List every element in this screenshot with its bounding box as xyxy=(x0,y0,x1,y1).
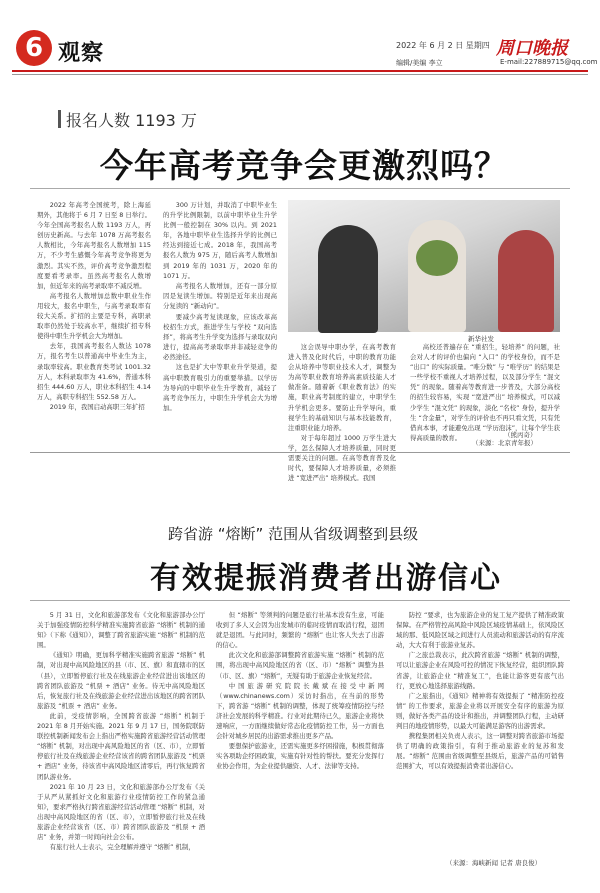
paragraph: 高考报名人数增加，还有一部分原因是复读生增加。特别是近年来出现高分复读的 “新动向”。 xyxy=(163,281,277,310)
article2-rule xyxy=(30,600,570,601)
photo-figure-center xyxy=(408,220,466,332)
paragraph: 广之旅总裁表示，此次跨省旅游 “熔断” 机制的调整，可以让旅游企业在风险可控的情况下恢复经营，组织团队跨省游，让旅游企业 “精准复工”，也能让游客更有底气出行，更放心地选择旅游线路。 xyxy=(396,651,564,690)
paragraph: 2021 年 10 月 23 日，文化和旅游部办公厅发布《关于从严从紧抓好文化和旅游行业疫情防控工作的紧急通知》，要求严格执行跨省旅游经营活动管理 “熔断” 机制，对出现中高风险地区的省（区、市），立即暂停旅行社及在线旅游企业经营该省（区、市）跨省团队旅游及 “机票 + 酒店” 业务，并第一时间向社会公布。 xyxy=(37,782,205,842)
article1-column-3 xyxy=(288,342,396,483)
paragraph: 300 万计划，并取消了中职毕业生的升学比例限制，以前中职毕业生升学比例一般控制在 30% 以内。到 2021 年，各地中职毕业生选择升学的比例已经达到接近七成。2018 年，我国高考报名人数为 975 万，随后高考人数增加到 2019 年的 1031 万，2020 年的 1071 万。 xyxy=(163,201,277,280)
article1-column-2 xyxy=(163,200,277,310)
paragraph: 此前，受疫情影响，全国跨省旅游 “熔断” 机制于 2021 年 8 月开始实施。2021 年 9 月 17 日，国务院联防联控机制新闻发布会上指出严格实施跨省旅游经营活动管理 “熔断” 机制，对出现中高风险地区的省（区、市），立即暂停旅行社及在线旅游企业经营该省的跨省团队旅游及 “机票 + 酒店” 业务，待该省中高风险地区清零后，再行恢复跨省团队游业务。 xyxy=(37,711,205,781)
photo-figure-right xyxy=(498,230,554,332)
header-rule-thin xyxy=(12,74,588,75)
paragraph: 中国旅游研究院院长戴斌在接受中新网（www.chinanews.com）采访时指出，在当前的形势下，跨省游 “熔断” 机制的调整，体现了统筹疫情防控与经济社会发展的科学精准。行业对此期待已久，旅游企业将快速响应，一方面继续做好常态化疫情防控工作，另一方面也会针对城乡居民的出游需求推出更多产品。 xyxy=(216,681,384,741)
kicker-bar xyxy=(58,110,61,128)
page-number-badge xyxy=(16,30,52,66)
header-rule xyxy=(12,70,588,72)
section-title: 观察 xyxy=(58,40,105,66)
article1-source: （来源：北京青年报） xyxy=(472,439,537,447)
article1-rule xyxy=(30,188,570,189)
paragraph: 防控 “要求，也为旅游企业的复工复产提供了精准政策保障。在严格管控高风险中风险区域疫情基础上，依风险区域的那、低风险区域之间进行人员流动和旅游活动的有序流动，大大有利于旅游业复苏。 xyxy=(396,611,564,650)
date-line: 2022 年 6 月 2 日 星期四 xyxy=(396,41,490,50)
article2-column-1 xyxy=(37,610,205,872)
article1-photo xyxy=(288,200,560,332)
paragraph: 但 “熔断” 等须判的问题是旅行社基本没有生意，可能收到了多人又会因为出发城市的临时疫情而取消行程，退团就是退团。与此同时，频繁的 “熔断” 也让客人失去了出游的信心。 xyxy=(216,611,384,650)
paragraph: 高校还普遍存在 “重招生，轻培养” 的问题，社会对人才的评价也偏向 “入口” 的学校身份，而不是 “出口” 的实际质量。“唯分数” 与 “唯学历” 的结果是一些学校不重视人才培养过程，以及部分学生 “混文凭” 的现象。随着高等教育进一步普及，大部分高校的招生较容易，实现 “宽进严出” 培养模式，可以减少学生 “混文凭” 的现象，淡化 “名校” 身份，提升学生 “含金量”，对学生的评价也不再只看文凭，只有凭借真本事，才能避免出现 “学历泡沫”，让每个学生获得高质量的教育。 xyxy=(410,343,560,442)
editor-line: 编辑/美编 李立 xyxy=(396,59,443,67)
paragraph: 携程集团相关负责人表示，这一调整对跨省旅游市场提供了明确的政策指引，有利于推动旅游业的复苏和发展。“熔断” 范围由省级调整至县级后，旅游产品的可销售范围扩大，可以有效提振消费者出游信心。 xyxy=(396,732,564,771)
paragraph: 有旅行社人士表示，完全理解并遵守 “熔断” 机制， xyxy=(49,843,195,852)
paragraph: 此次文化和旅游部调整跨省旅游实施 “熔断” 机制的范围，将出现中高风险地区的省（区、市）“熔断” 调整为县（市、区、旗）“熔断”，无疑有助于旅游企业恢复经营。 xyxy=(216,651,384,680)
article2-title: 有效提振消费者出游信心 xyxy=(150,561,502,596)
article1-title: 今年高考竞争会更激烈吗？ xyxy=(100,146,508,185)
paragraph: 5 月 31 日，文化和旅游部发布《文化和旅游部办公厅关于加强疫情防控科学精准实施跨省旅游 “熔断” 机制的通知》（下称《通知》），调整了跨省旅游实施 “熔断” 机制的范围。 xyxy=(37,611,205,650)
photo-plant xyxy=(416,240,458,276)
paragraph: 对于每年超过 1000 万学生进大学，怎么保障人才培养质量，同时更需要关注的问题。在高等教育普及化时代，要保障人才培养质量，必须推进 “宽进严出” 培养模式。我国 xyxy=(288,433,396,483)
article1-kicker: 报名人数 1193 万 xyxy=(66,111,197,130)
article1-byline: （熊丙奇） xyxy=(504,431,537,439)
article1-column-1 xyxy=(37,200,151,422)
paragraph: 去年，我国高考报名人数达 1078 万，报名考生以普通高中毕业生为主，录取率较高。职业教育类考试 1001.32 万人，本科录取率为 41.6%，普通本科招生 444.60 万人，职业本科招生 4.14 万人，高职专科招生 552.58 万人。 xyxy=(37,342,151,401)
newspaper-logo: 周口晚报 xyxy=(496,38,568,59)
paragraph: 广之旅指出，《通知》精神将有效提振了 “精准防控疫情” 的工作要求，旅游企业将以开展安全有序的旅游为原则，做好各类产品的设计和推出，并调整团队行程，主动研判目的地疫情形势，以最大可能满足游客的出游需求。 xyxy=(396,691,564,731)
article2-column-3 xyxy=(396,610,564,858)
article2-kicker: 跨省游 “熔断” 范围从省级调整到县级 xyxy=(168,525,419,543)
paragraph: 《通知》明确，更加科学精准实施跨省旅游 “熔断” 机制，对出现中高风险地区的县（市、区、旗）和直辖市的区（县），立即暂停旅行社及在线旅游企业经营进出该地区的跨省团队旅游及 “机票 + 酒店” 业务。待无中高风险地区后，恢复旅行社及在线旅游企业经营进出该地区的跨省团队旅游及 “机票 + 酒店” 业务。 xyxy=(37,651,205,710)
photo-figure-left xyxy=(318,225,378,333)
email-line: E-mail:227889715@qq.com xyxy=(500,58,598,66)
paragraph: 高考报名人数增加总数中职业生作用较大，报名中职生，与高考录取率有较大关系。扩招的主要是专科，高职录取率仍然处于较高水平，继续扩招专科使得中职生升学机会大为增加。 xyxy=(37,291,151,341)
paragraph: 要想保护旅游业，还需实施更多纾困措施，积极贯彻落实各项助企纾困政策，实施有针对性的帮扶。要充分发挥行业协会作用，为企业提供融资、人才、法律等支持。 xyxy=(216,742,384,771)
article-divider xyxy=(30,452,570,453)
paragraph: 这也是扩大中等职业升学渠道，提高中职教育吸引力的重要举措。以学历为导向的中职毕业生升学教育，减轻了高考竞争压力，中职生升学机会大为增加。 xyxy=(163,363,277,412)
photo-caption: 新华社发 xyxy=(468,335,494,343)
paragraph: 要减少高考复读现象，应该改革高校招生方式，推进学生与学校 “双向选择”，将高考生升学变为选择与录取双向进行，提高高考录取率并非减轻竞争的必然途径。 xyxy=(163,313,277,362)
article2-column-2 xyxy=(216,610,384,872)
paragraph: 2022 年高考全国统考，除上海延期外，其他将于 6 月 7 日至 8 日举行。今年全国高考报名人数 1193 万人，再创历史新高。与去年 1078 万高考报名人数相比，今年高考报名人数增加 115 万，不少考生感慨今年高考竞争将更为激烈。其实不然，评价高考竞争激烈程度要看考录率。虽然高考报名人数增加，但近年来的高考录取率不减反增。 xyxy=(37,201,151,290)
paragraph: 2019 年，我国启动高职三年扩招 xyxy=(49,402,145,411)
article2-source: （来源：海峡新闻 记者 唐良俊） xyxy=(446,859,542,867)
page-number: 6 xyxy=(24,33,44,63)
article1-column-2b xyxy=(163,312,277,422)
paragraph: 这会误导中职办学，在高考教育进入普及化时代后，中职的教育功能会从培养中等职业技术人才，调整为为高等职业教育培养高素质技能人才做准备。随着新《职业教育法》的实施，职业高考制度的建立，中职学生升学机会更多。要防止升学导向，重视学生的基础知识与基本技能教育，注重职业能力培养。 xyxy=(288,343,396,432)
